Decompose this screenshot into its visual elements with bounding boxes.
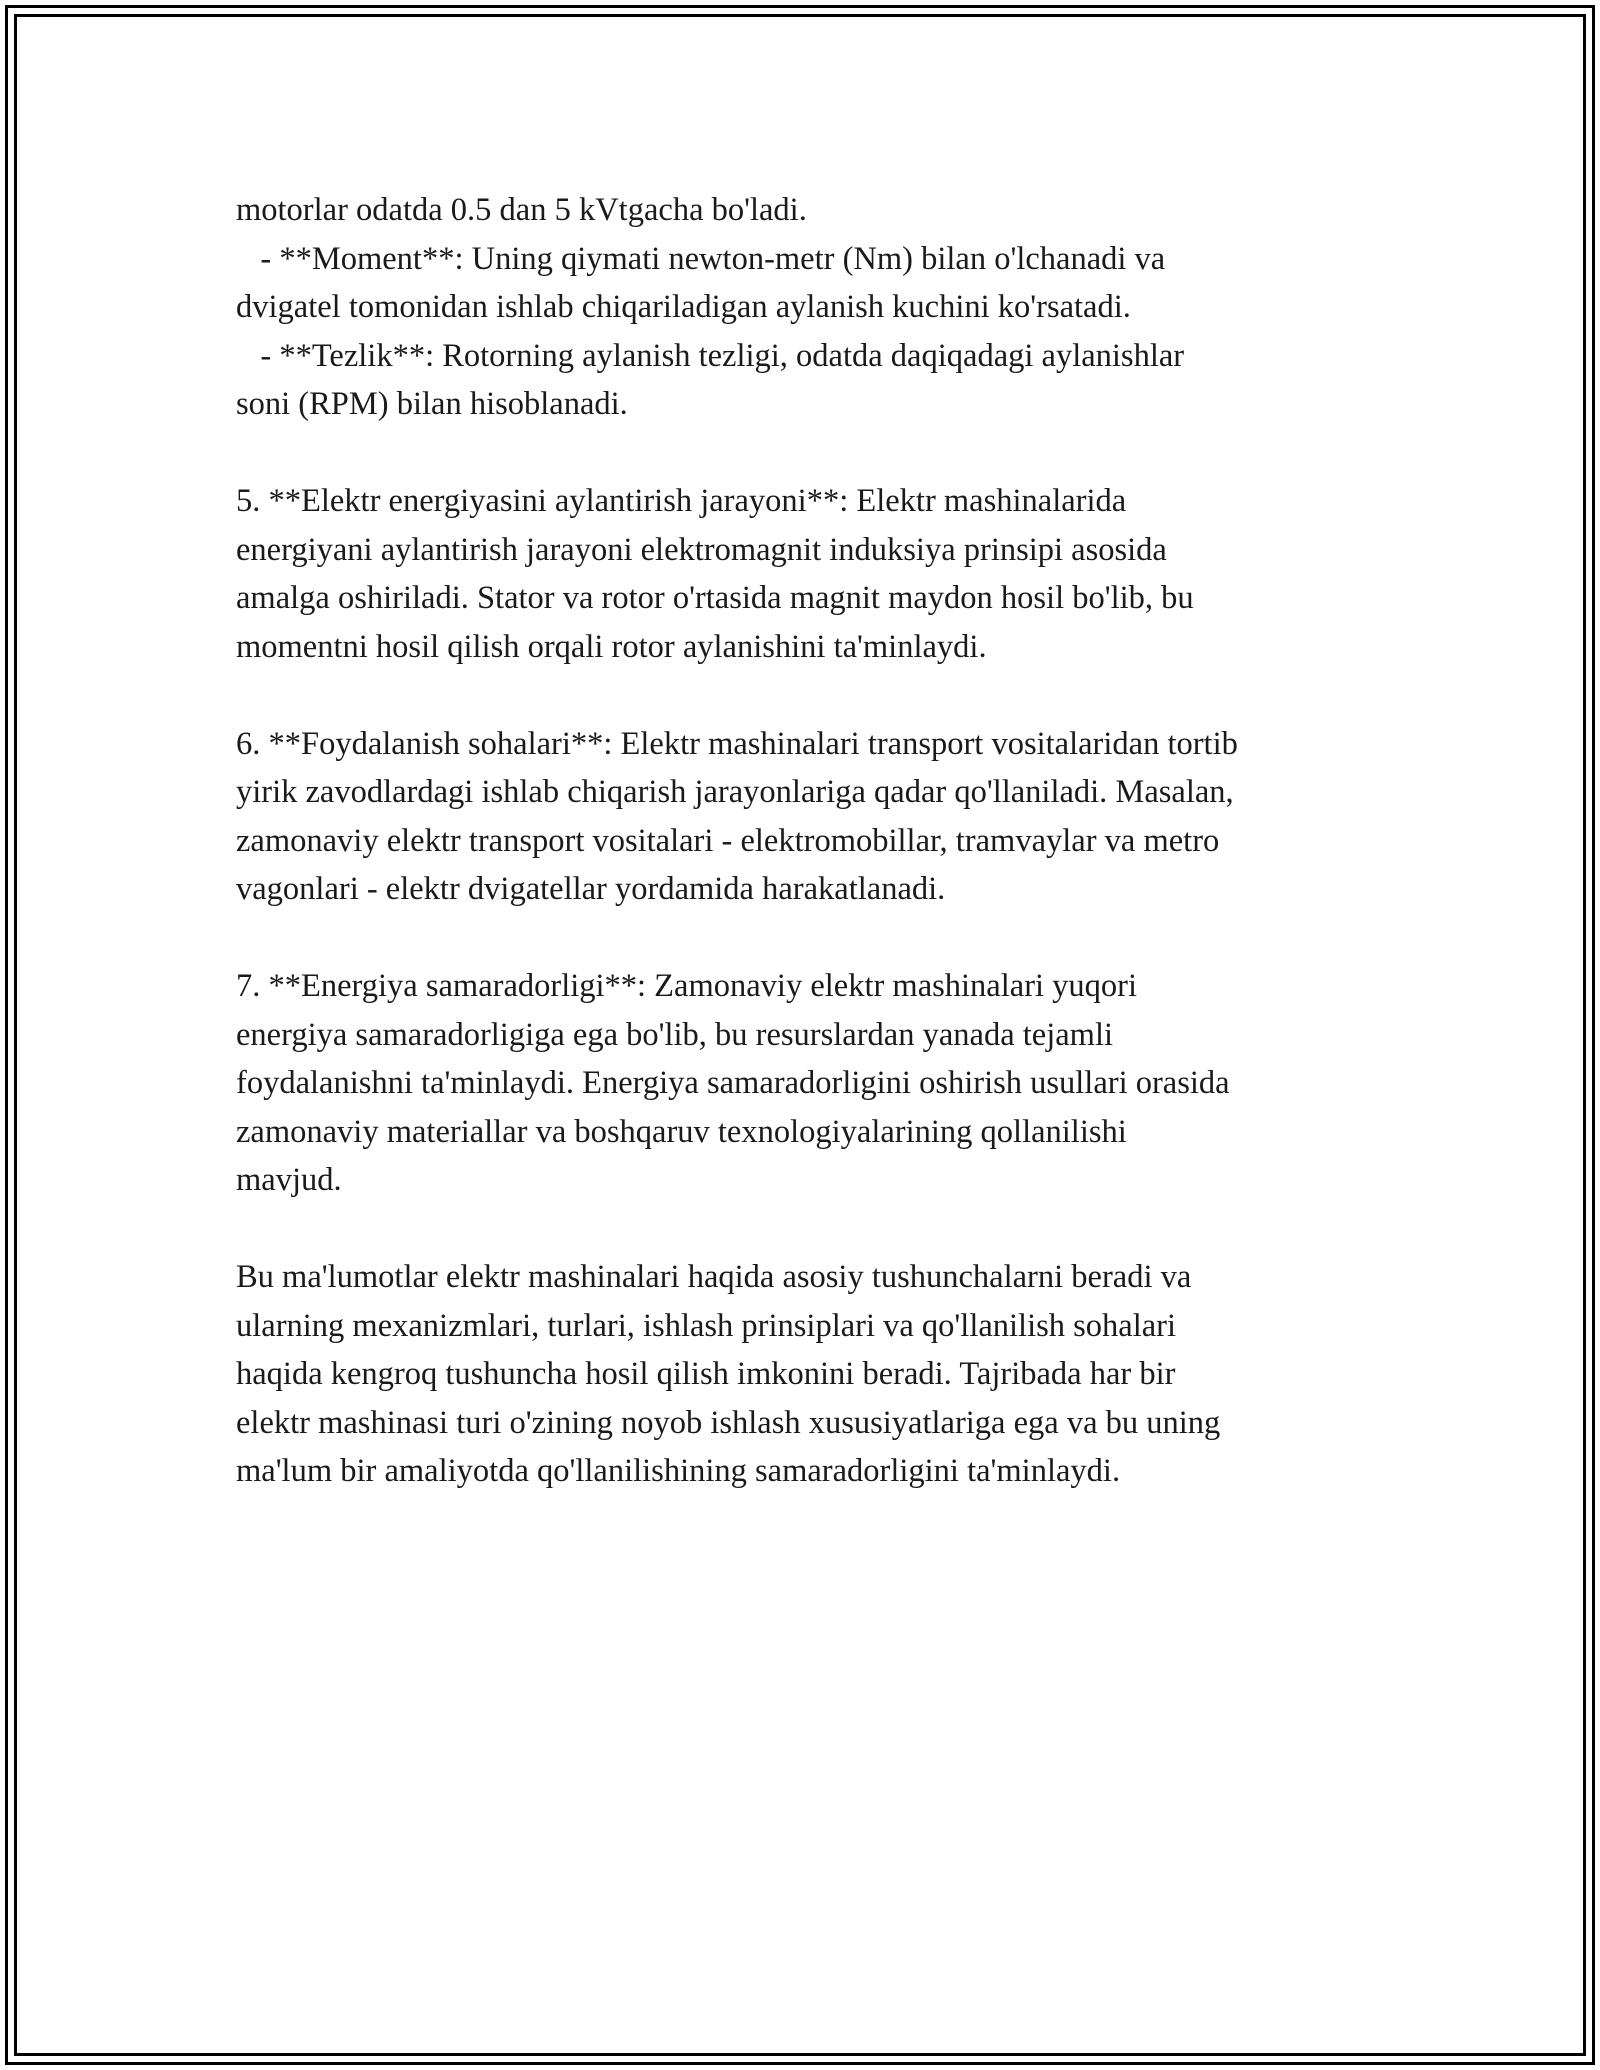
paragraph-spacer — [236, 1205, 1386, 1254]
text-line: momentni hosil qilish orqali rotor aylanishini ta'minlaydi. — [236, 628, 987, 665]
text-line: ularning mexanizmlari, turlari, ishlash prinsiplari va qo'llanilish sohalari — [236, 1307, 1177, 1344]
paragraph-item-7 — [236, 962, 1386, 1205]
text-line: - **Tezlik**: Rotorning aylanish tezligi, odatda daqiqadagi aylanishlar — [236, 337, 1185, 374]
text-line: 6. **Foydalanish sohalari**: Elektr mashinalari transport vositalaridan tortib — [236, 725, 1238, 762]
text-line: amalga oshiriladi. Stator va rotor o'rtasida magnit maydon hosil bo'lib, bu — [236, 580, 1194, 616]
text-line: elektr mashinasi turi o'zining noyob ishlash xususiyatlariga ega va bu uning — [236, 1404, 1221, 1441]
text-line: dvigatel tomonidan ishlab chiqariladigan aylanish kuchini ko'rsatadi. — [236, 289, 1131, 325]
text-line: energiya samaradorligiga ega bo'lib, bu resurslardan yanada tejamli — [236, 1016, 1114, 1053]
text-line: 5. **Elektr energiyasini aylantirish jarayoni**: Elektr mashinalarida — [236, 483, 1127, 519]
text-line: zamonaviy materiallar va boshqaruv texnologiyalarining qollanilishi — [236, 1113, 1127, 1150]
text-line: soni (RPM) bilan hisoblanadi. — [236, 386, 628, 422]
document-body — [236, 186, 1386, 1496]
paragraph-conclusion — [236, 1253, 1386, 1496]
text-line: motorlar odatda 0.5 dan 5 kVtgacha bo'ladi. — [236, 192, 807, 228]
text-line: Bu ma'lumotlar elektr mashinalari haqida asosiy tushunchalarni beradi va — [236, 1259, 1192, 1295]
paragraph-item-5 — [236, 477, 1386, 671]
text-line: mavjud. — [236, 1162, 342, 1198]
paragraph-spacer — [236, 671, 1386, 720]
paragraph-item-6 — [236, 720, 1386, 914]
text-line: vagonlari - elektr dvigatellar yordamida harakatlanadi. — [236, 871, 946, 907]
paragraph-spacer — [236, 914, 1386, 963]
text-line: foydalanishni ta'minlaydi. Energiya samaradorligini oshirish usullari orasida — [236, 1065, 1230, 1101]
text-line: 7. **Energiya samaradorligi**: Zamonaviy elektr mashinalari yuqori — [236, 968, 1138, 1004]
text-line: haqida kengroq tushuncha hosil qilish imkonini beradi. Tajribada har bir — [236, 1356, 1176, 1392]
text-line: yirik zavodlardagi ishlab chiqarish jarayonlariga qadar qo'llaniladi. Masalan, — [236, 774, 1234, 810]
text-line: zamonaviy elektr transport vositalari - elektromobillar, tramvaylar va metro — [236, 822, 1220, 859]
text-line: - **Moment**: Uning qiymati newton-metr (Nm) bilan o'lchanadi va — [236, 240, 1166, 277]
paragraph-spacer — [236, 429, 1386, 478]
paragraph-motor-specs — [236, 186, 1386, 429]
text-line: energiyani aylantirish jarayoni elektromagnit induksiya prinsipi asosida — [236, 531, 1167, 568]
text-line: ma'lum bir amaliyotda qo'llanilishining samaradorligini ta'minlaydi. — [236, 1453, 1121, 1489]
